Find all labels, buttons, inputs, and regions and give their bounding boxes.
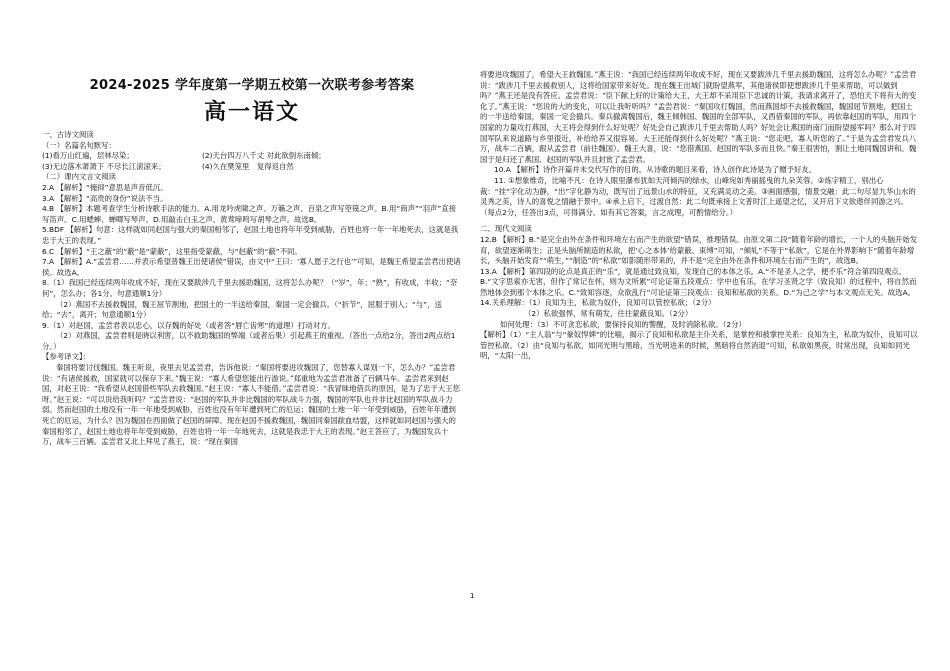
answer-item: 5.BDF 【解析】句意：这样就如同赵国与强大的秦国相邻了，赵国土地也将年年受到威胁，百姓也将一年一年地死去，这就是我忠于大王的表现。” [42,225,459,245]
answer-item: 4.B 【解析】本题考查学生分析诗歌手法的能力。A.用龙吟虎啸之声、万籁之声、百泉之声写箜篌之声。B.用“商声”“羽声”直接写笛声。C.用蟋蟀、蝉唧写琴声。D.用敲击白玉之声、黄莺啼鸣写胡琴之声。故选B。 [42,204,457,224]
page-number: 1 [470,592,475,600]
poem-answer: (4)久在樊笼里 复得返自然 [202,161,294,171]
answer-item: 11. ①想象维奇，比喻不凡：在诗人眼里瀑布犹如天河倾泻的绿水，山峰宛如秀丽摇曳的九朵芙蓉。②炼字精工，别出心裁：“挂”字化动为静，“出”字化静为动，既写出了远景山水的特征，又充满灵动之美。③画面感强，情景交融：此二句尽显九华山水的灵秀之美，诗人的喜悦之情融于景中。④承上启下，过渡自然：此二句既承接上文普时江上遥望之忆，又开启下文欲遨伴同游之兴。（每点2分，任答出3点，可得满分。如有其它答案，言之成理，可酌情给分。） [480,175,916,217]
section-heading: 二、现代文阅读 [480,224,532,234]
section-heading: 一、古诗文阅读 [42,130,94,139]
answer-item: 3.A 【解析】“高贵的身份”说法不当。 [42,193,168,203]
answer-item: （2）对燕国，孟尝君则是晓以利害，以不救助魏国的弊端（或者后果）引起燕王的重视。（答出一点给2分，答出2两点给1分。） [42,331,456,351]
answer-item: 9.（1）对赵国，孟尝君表以忠心，以存魏的好处（或者答“唇亡齿寒”的道理）打动对方。 [42,320,335,330]
answer-item: 2.A 【解析】“掩抑”意思是声音低沉。 [42,182,168,192]
answer-item: （2）私欲强悍，常有萌发，往往蒙蔽良知。（2分） [524,309,693,319]
exam-title: 2024-2025 学年度第一学期五校第一次联考参考答案 [89,78,415,93]
right-column [480,70,918,362]
translation-text: 秦国将要讨伐魏国。魏王听说，夜里去见孟尝君，告诉他说：“秦国将要进攻魏国了，您替寡人谋划一下，怎么办？”孟尝君说：“有诸侯援救，国家就可以保存下来。”魏王说：“寡人希望您能出行游说。”郑重地为孟尝君准备了百辆马车。孟尝君来到赵国，对赵王说：“我希望从赵国借些军队去救魏国。”赵王说：“寡人不能借。”孟尝君说：“我冒昧地借兵的原因，是为了忠于大王您呀。”赵王说：“可以说给我听吗？”孟尝君说：“赵国的军队并非比魏国的军队战斗力强，魏国的军队也并非比赵国的军队战斗力弱。然而赵国的土地没有一年一年地受到威胁，百姓也没有年年遭到死亡的厄运；魏国的土地一年一年受到威胁，百姓年年遭到死亡的厄运，为什么？因为魏国在西面做了赵国的屏障。现在赵国不援救魏国，魏国同秦国歃血结盟，这样就如同赵国与强大的秦国相邻了，赵国土地也将年年受到威胁，百姓也将一年一年地死去，这就是我忠于大王的表现。”赵王答应了，为魏国发兵十万，战车三百辆。孟尝君又北上拜见了燕王，说：“现在秦国 [42,363,460,447]
answer-item: 12.B 【解析】B.“是完全由外在条件和环境左右而产生的欲望”错误，推理错误。由原文第二段“随着年龄的增长，一个人的头脑开始发育，欲望逐渐萌生；正是头脑所制造的私欲，把‘心之本体’给蒙蔽、束缚”可知，“倾轧”不等于“私欲”，它是在外界影响下“随着年龄增长，头脑开始发育”“萌生，”“制造”的“私欲”如影随形带来的，并不是“完全由外在条件和环境左右而产生的”，故选B。 [480,234,918,266]
answer-item: 7.A 【解析】A.“孟尝君……并表示希望普魏王出使诸侯”错误，由文中“王曰：‘寡人愿子之行也’”可知，是魏王希望孟尝君出使诸侯。故选A。 [42,257,461,277]
poem-answer: (3)无边落木萧萧下 不尽长江滚滚来； [42,161,166,171]
poem-answer: (1)看万山红遍，层林尽染； [42,151,134,161]
left-column [42,74,462,448]
answer-item: 【解析】（1）“主人翁”与“豢奴悍婢”的比喻，揭示了良知和私欲是主仆关系，是掌控和被掌控关系：良知为主，私欲为奴仆，良知可以管控私欲。（2）由“良知与私欲，如同光明与黑暗，当光明进来的时候，黑暗将自然消退”可知，私欲如黑夜，时常出现，良知如同光明，“太阳一出， [480,330,918,361]
answer-item: 14.关系理解：（1）良知为主，私欲为奴仆，良知可以管控私欲；（2分） [480,298,716,308]
answer-item: 13.A 【解析】第四段的论点是真正的“乐”，就是通过致良知，发现自己的本体之乐。A.“不是圣人之学，便不乐”符合第四段观点。B.“文字思索亦无害，但作了常记在怀，则为文所累”可论证第五段观点：学中也有乐，在学习圣贤之学（致良知）的过程中，将自然而然地体会到那个本体之乐。C.“致知容逐，众欲乱行”可论证第三段观点：良知和私欲的关系。D.“为己之学”与本文观点无关。故选A。 [480,266,917,297]
answer-item: 10.A 【解析】诗作开篇并未交代写作的目的。从诗歌的题目来看，诗人创作此诗是为了赠予好友。 [494,165,817,175]
poem-row [42,151,462,162]
translation-text: 将要进攻魏国了，希望大王救魏国。”燕王说：“我国已经连续两年收成不好，现在又要跋涉几千里去援助魏国，这将怎么办呢？”孟尝君说：“跋涉几千里去援救别人，这将给国家带来好处。现在魏王出城门就盼望燕军，其他诸侯即使想跋涉几千里来帮助，可以做到吗？”燕王还是没有答应。孟尝君说：“臣下献上好的计策给大王，大王却不采用臣下忠诚的计策，我请求离开了，恐怕天下将有大的变化了。”燕王说：“您说的大的变化，可以让我听听吗？”孟尝君说：“秦国攻打魏国，然而燕国却不去援救魏国，魏国屈节割地，把国土的一半送给秦国，秦国一定会撤兵。秦兵撤离魏国后，魏王倾韩国、魏国的全部军队，又西借秦国的军队，再依靠赵国的军队，用四个国家的力量攻打燕国，大王将会得到什么好处呢？好处会自己跋涉几千里去帮助人吗？好处会让燕国的南门而盼望援军吗？那么对于四国军队来说道路与乡里很近，补给给养又很容易。大王还能得到什么好处呢？”燕王说：“您走吧，寡人听您的了。”于是为孟尝君发兵八万，战车二百辆，跟从孟尝君（前往魏国）。魏王大喜，说：“您借燕国、赵国的军队多而且快。”秦王很害怕，割让土地同魏国讲和。魏国于是归还了燕国、赵国的军队并且封赏了孟尝君。 [480,70,917,164]
translation-heading: 【参考译文】： [42,352,91,362]
answer-item: 如何处理：（3）不可贪恋私欲，要保持良知的警醒，及时消除私欲。（2分） [500,319,746,329]
poem-row [42,162,462,173]
poem-answer: (2)天台四万八千丈 对此欲倒东南倾； [202,151,326,161]
answer-item: （2）燕国不去援救魏国，魏王屈节割地，把国土的一半送给秦国，秦国一定会撤兵。（“折节”，屈服于别人；“与”，送给；“去”，离开；句意通顺1分） [42,299,442,320]
subject-title: 高一语文 [203,99,300,125]
answer-item: 8.（1）我国已经连续两年收成不好，现在又要跋涉几千里去援助魏国，这将怎么办呢？（“岁”，年；“熟”，有收成，丰收；“奈何”，怎么办；各1分。句意通顺1分） [42,278,458,298]
subsection-heading: （一）名篇名句默写： [42,140,116,150]
answer-item: 6.C 【解析】“王之蔽”的“蔽”是“蒙蔽”，这里指受蒙蔽，与“赵蔽”的“蔽”不同。 [42,246,302,256]
subsection-heading: （二）课内文言文阅读 [42,172,116,182]
